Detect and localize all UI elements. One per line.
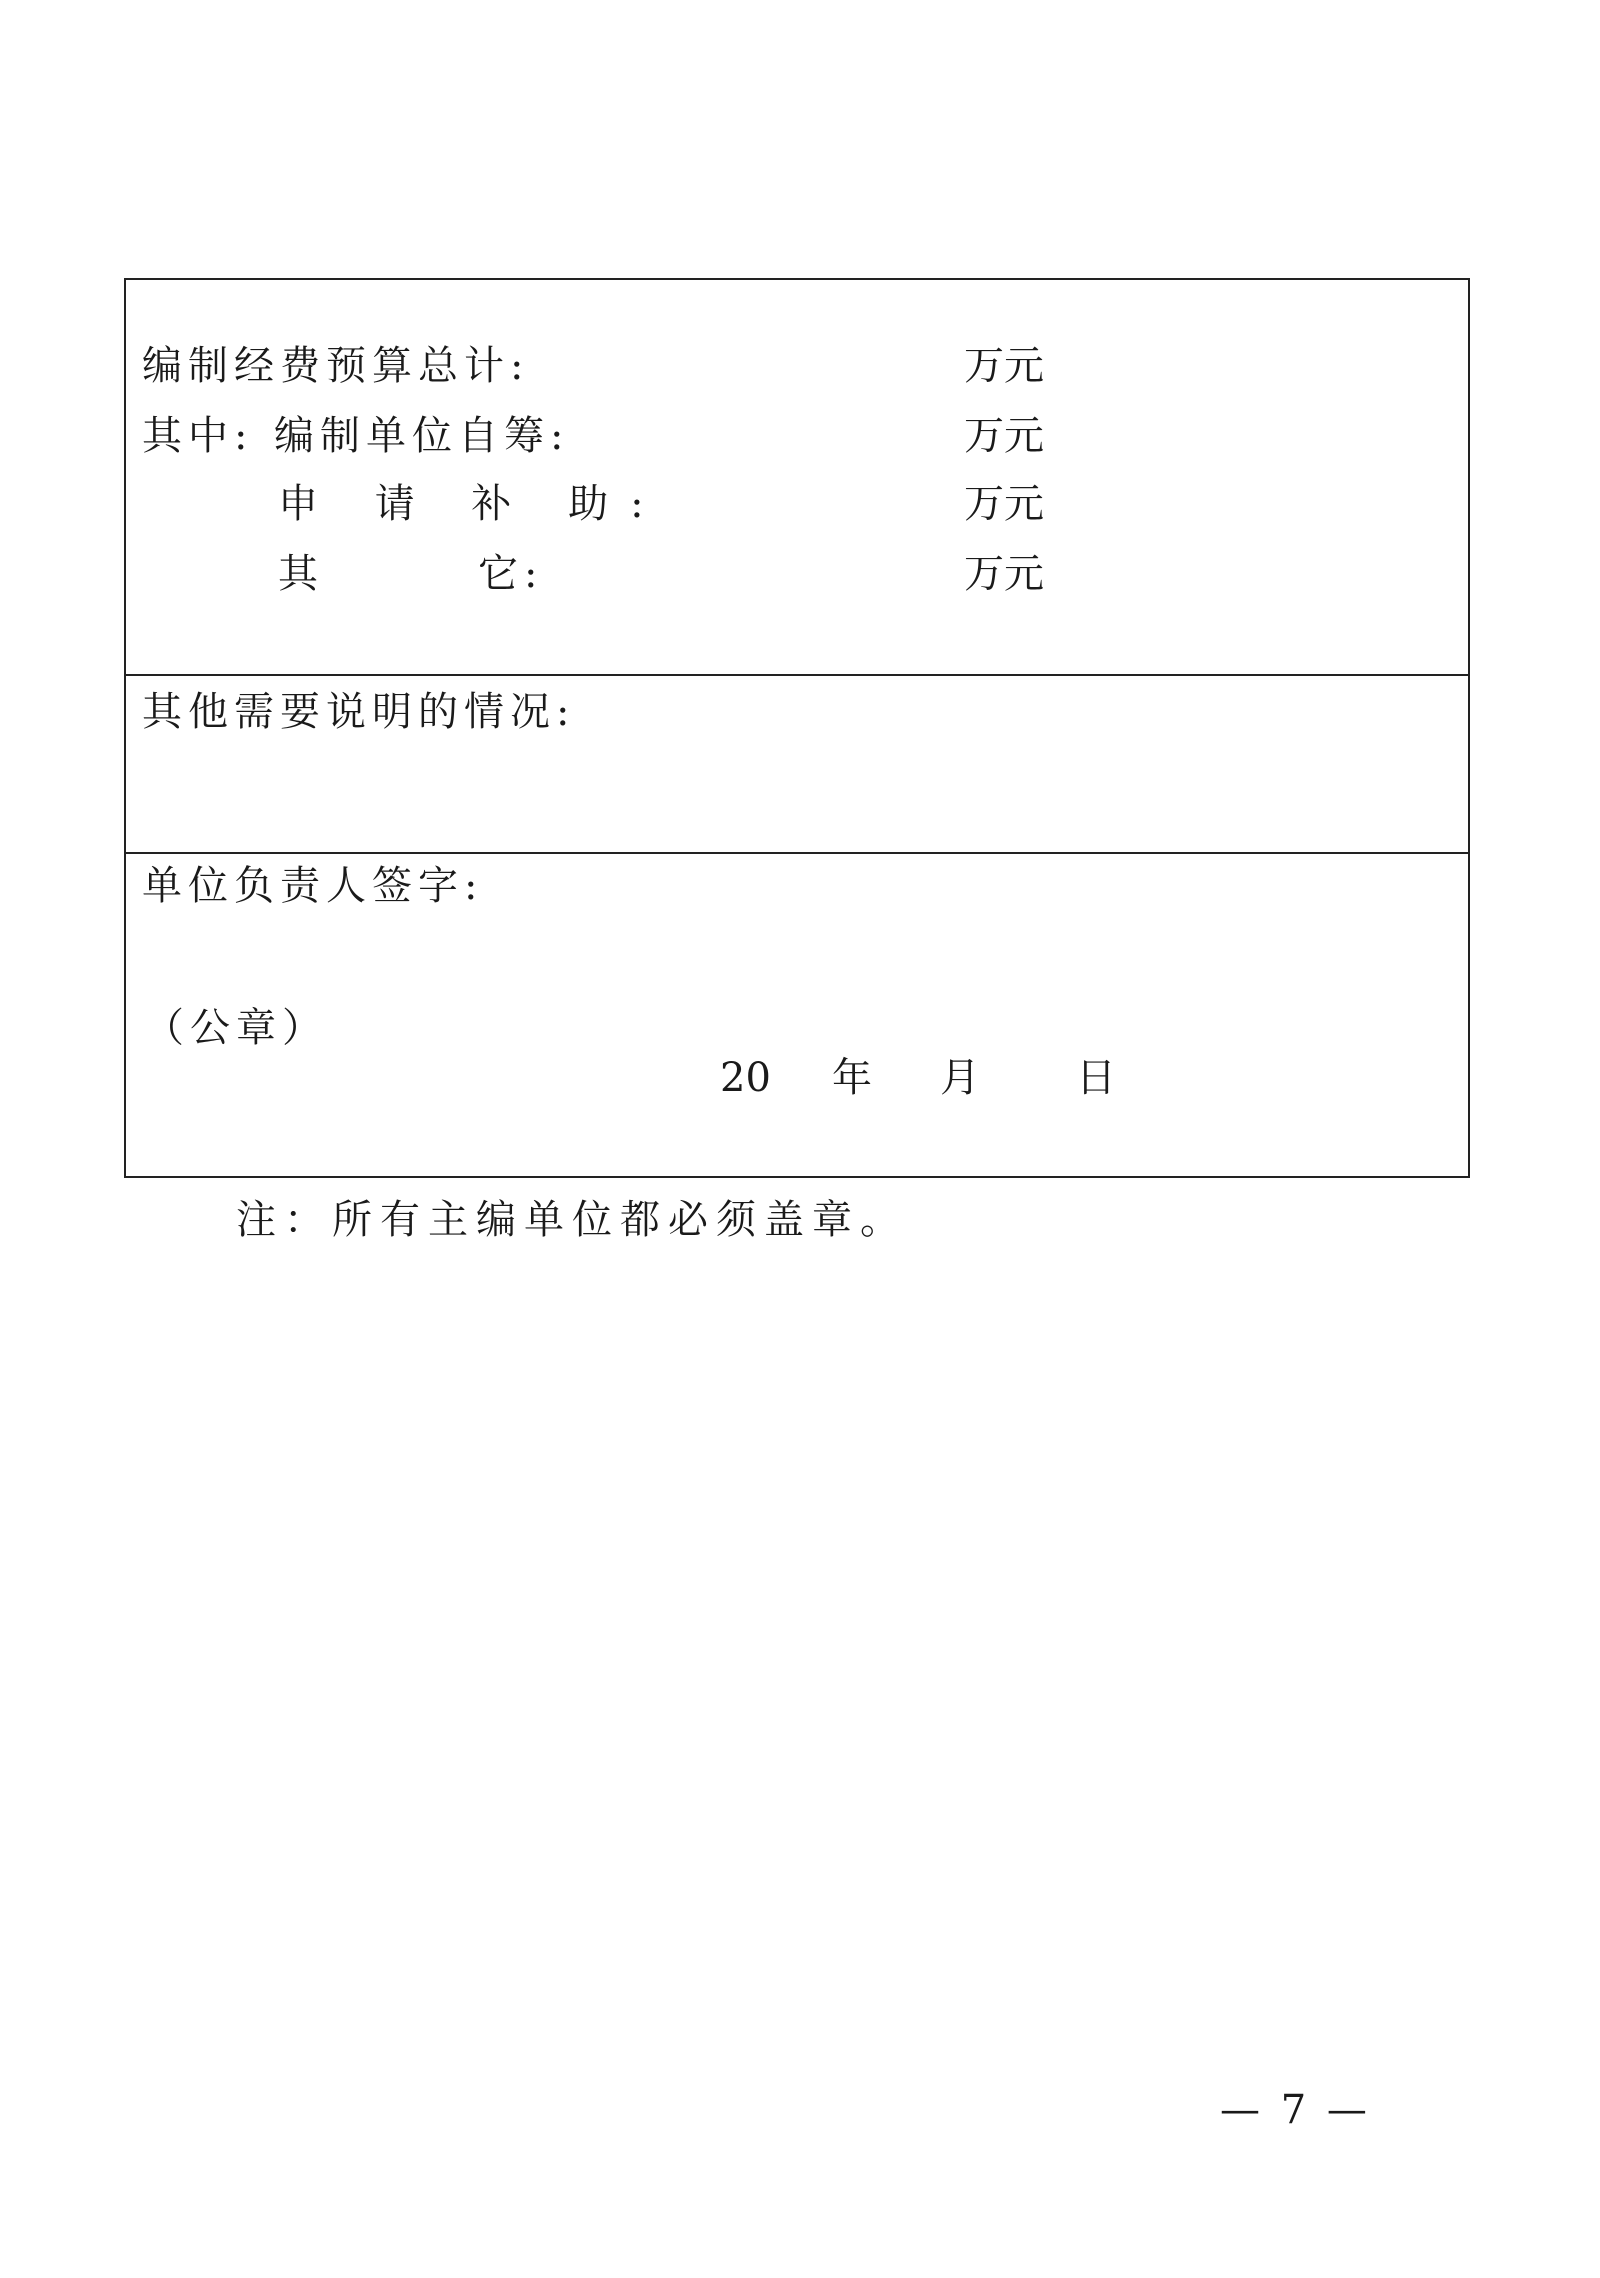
subsidy-label: 申 请 补 助:: [278, 481, 666, 527]
notes-section: [126, 676, 1468, 854]
self-raised-unit: 万元: [964, 413, 1044, 459]
budget-form-table: [124, 278, 1470, 1178]
other-unit: 万元: [964, 551, 1044, 597]
other-label-left: 其: [278, 551, 318, 597]
page-number: — 7 —: [1220, 2087, 1371, 2133]
budget-total-unit: 万元: [964, 343, 1044, 389]
date-day-label: 日: [1076, 1055, 1116, 1101]
signature-label: 单位负责人签字:: [142, 863, 484, 909]
other-label-right: 它:: [478, 551, 544, 597]
seal-label: （公章）: [144, 1005, 328, 1051]
budget-total-label: 编制经费预算总计:: [142, 343, 530, 389]
budget-section: [126, 280, 1468, 676]
self-raised-label: 编制单位自筹:: [274, 413, 570, 459]
date-month-label: 月: [940, 1055, 980, 1101]
footnote: 注：所有主编单位都必须盖章。: [236, 1197, 908, 1243]
notes-label: 其他需要说明的情况:: [142, 689, 576, 735]
date-year-prefix: 20: [720, 1055, 771, 1101]
subsidy-unit: 万元: [964, 481, 1044, 527]
signature-section: [126, 854, 1468, 1176]
of-which-label: 其中:: [142, 413, 254, 459]
date-year-label: 年: [832, 1055, 872, 1101]
